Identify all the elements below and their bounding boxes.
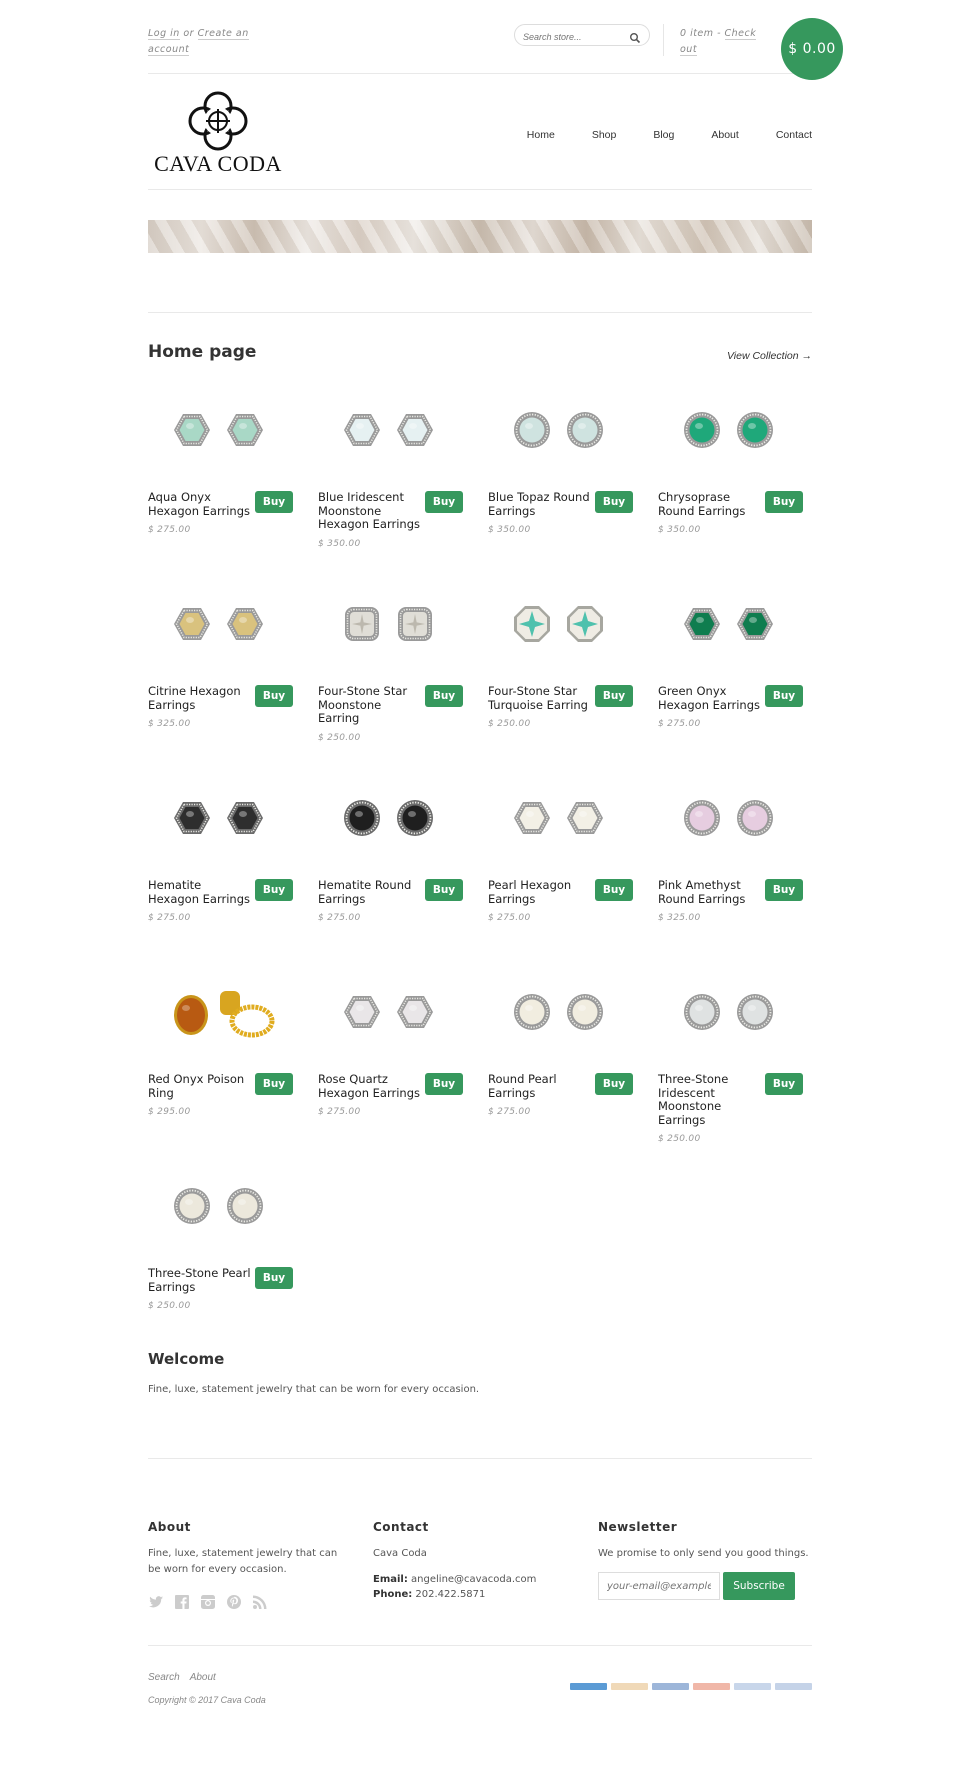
email-label: Email: [373,1574,408,1585]
product-image-left [173,1187,211,1225]
product-title[interactable]: Chrysoprase Round Earrings [658,490,746,518]
newsletter-text: We promise to only send you good things. [598,1548,809,1559]
product-image-left [173,799,211,837]
product-title[interactable]: Three-Stone Iridescent Moonstone Earrings [658,1072,729,1127]
buy-button[interactable]: Buy [255,1073,293,1095]
contact-phone: 202.422.5871 [415,1589,486,1600]
product-image-right [396,993,434,1031]
product-title[interactable]: Green Onyx Hexagon Earrings [658,684,760,712]
payment-methods [570,1683,812,1690]
product-image[interactable] [148,773,293,868]
product-image-right [396,799,434,837]
newsletter-email-input[interactable] [598,1572,720,1600]
buy-button[interactable]: Buy [765,879,803,901]
buy-button[interactable]: Buy [765,491,803,513]
nav-shop[interactable]: Shop [591,129,617,141]
logo-text: CAVA CODA [154,151,282,176]
product-image[interactable] [658,773,803,868]
product-image[interactable] [318,579,463,674]
phone-label: Phone: [373,1589,413,1600]
buy-button[interactable]: Buy [255,879,293,901]
product-price: $ 250.00 [318,733,361,743]
rss-icon[interactable] [252,1594,268,1610]
product-image-right [226,799,264,837]
buy-button[interactable]: Buy [595,685,633,707]
logo-mark-icon [186,89,250,153]
buy-button[interactable]: Buy [765,1073,803,1095]
contact-phone-line [373,1587,573,1602]
product-image-left [513,605,551,643]
separator: - [717,28,721,39]
cart-total-button[interactable]: $ 0.00 [781,18,843,80]
account-links [148,26,258,58]
search-icon[interactable] [629,29,641,41]
contact-name: Cava Coda [373,1548,427,1559]
product-image[interactable] [658,385,803,480]
buy-button[interactable]: Buy [425,879,463,901]
subscribe-button[interactable]: Subscribe [723,1572,795,1600]
buy-button[interactable]: Buy [255,1267,293,1289]
product-image[interactable] [488,385,633,480]
footer-about [148,1520,348,1610]
product-image-ring-top [173,993,211,1031]
product-price: $ 250.00 [488,719,531,729]
footer-newsletter [598,1520,818,1600]
footer-about-title: About [148,1520,191,1534]
product-image-right [396,605,434,643]
paypal-icon [734,1683,771,1690]
product-image-left [513,993,551,1031]
footer-contact [373,1520,573,1602]
buy-button[interactable]: Buy [255,491,293,513]
buy-button[interactable]: Buy [595,1073,633,1095]
nav-home[interactable]: Home [526,129,555,141]
product-title[interactable]: Pink Amethyst Round Earrings [658,878,746,906]
pinterest-icon[interactable] [226,1594,242,1610]
welcome-text: Fine, luxe, statement jewelry that can be worn for every occasion. [148,1384,480,1395]
product-image-right [226,605,264,643]
product-image[interactable] [488,773,633,868]
product-title[interactable]: Citrine Hexagon Earrings [148,684,241,712]
product-image-left [343,799,381,837]
product-title[interactable]: Four-Stone Star Moonstone Earring [318,684,408,725]
nav-contact[interactable]: Contact [775,129,812,141]
create-account-link[interactable]: Create an account [148,28,249,55]
product-price: $ 275.00 [148,525,191,535]
buy-button[interactable]: Buy [595,879,633,901]
product-image-left [683,799,721,837]
product-image[interactable] [148,579,293,674]
product-image[interactable] [148,385,293,480]
product-title[interactable]: Hematite Round Earrings [318,878,412,906]
product-title[interactable]: Blue Iridescent Moonstone Hexagon Earrings [318,490,420,531]
mastercard-icon [693,1683,730,1690]
product-title[interactable]: Red Onyx Poison Ring [148,1072,245,1100]
buy-button[interactable]: Buy [595,491,633,513]
product-price: $ 350.00 [488,525,531,535]
product-image-left [343,605,381,643]
cart-item-count: 0 item [680,28,714,39]
product-price: $ 275.00 [488,1107,531,1117]
divider [148,1458,812,1459]
contact-email-line [373,1572,573,1587]
product-title[interactable]: Four-Stone Star Turquoise Earring [488,684,588,712]
login-link[interactable]: Log in [148,28,180,39]
site-header [148,75,812,190]
product-price: $ 325.00 [658,913,701,923]
product-image-left [683,605,721,643]
product-image[interactable] [488,579,633,674]
product-price: $ 325.00 [148,719,191,729]
divider [148,1645,812,1646]
product-title[interactable]: Hematite Hexagon Earrings [148,878,250,906]
jcb-icon [652,1683,689,1690]
search-input[interactable] [523,27,627,47]
product-image[interactable] [318,773,463,868]
product-image-right [736,411,774,449]
footer-about-text: Fine, luxe, statement jewelry that can be worn for every occasion. [148,1548,338,1575]
product-price: $ 350.00 [318,539,361,549]
product-image-left [343,411,381,449]
product-price: $ 250.00 [658,1134,701,1144]
welcome-title: Welcome [148,1350,225,1368]
product-title[interactable]: Rose Quartz Hexagon Earrings [318,1072,420,1100]
footer-links [148,1672,812,1683]
main-nav [490,129,812,141]
footer-link-about[interactable]: About [189,1672,216,1683]
product-image-left [513,799,551,837]
product-image[interactable] [658,967,803,1062]
twitter-icon[interactable] [148,1594,164,1610]
buy-button[interactable]: Buy [255,685,293,707]
buy-button[interactable]: Buy [765,685,803,707]
product-title[interactable]: Aqua Onyx Hexagon Earrings [148,490,250,518]
cart-info [680,26,760,58]
nav-about[interactable]: About [711,129,739,141]
product-image-ring-band [218,989,276,1039]
facebook-icon[interactable] [174,1594,190,1610]
divider [148,312,812,313]
product-image-left [173,411,211,449]
view-collection-link[interactable]: View Collection → [726,350,812,362]
product-price: $ 250.00 [148,1301,191,1311]
visa-icon [775,1683,812,1690]
product-price: $ 275.00 [318,1107,361,1117]
product-image-left [683,411,721,449]
product-image[interactable] [658,579,803,674]
search-box [514,24,650,46]
product-image[interactable] [148,1161,293,1256]
product-price: $ 275.00 [658,719,701,729]
product-image-right [736,993,774,1031]
instagram-icon[interactable] [200,1594,216,1610]
product-image[interactable] [318,385,463,480]
product-image[interactable] [488,967,633,1062]
product-price: $ 275.00 [488,913,531,923]
collection-header [148,342,812,372]
banner-image [148,220,812,253]
divider [663,24,664,56]
nav-blog[interactable]: Blog [653,129,675,141]
buy-button[interactable]: Buy [425,491,463,513]
product-image-right [226,1187,264,1225]
top-bar [148,20,836,74]
product-image-right [396,411,434,449]
product-title[interactable]: Round Pearl Earrings [488,1072,557,1100]
american-express-icon [570,1683,607,1690]
buy-button[interactable]: Buy [425,1073,463,1095]
product-price: $ 275.00 [148,913,191,923]
newsletter-form [598,1572,818,1600]
contact-email-link[interactable]: angeline@cavacoda.com [411,1574,537,1585]
product-image-right [566,411,604,449]
or-text: or [183,28,195,39]
social-links [148,1594,348,1610]
product-image[interactable] [318,967,463,1062]
product-image-left [513,411,551,449]
product-image-left [173,605,211,643]
footer-link-search[interactable]: Search [148,1672,180,1683]
buy-button[interactable]: Buy [425,685,463,707]
product-image-right [226,411,264,449]
newsletter-title: Newsletter [598,1520,678,1534]
product-image-left [343,993,381,1031]
product-image-right [566,605,604,643]
product-title[interactable]: Three-Stone Pearl Earrings [148,1266,251,1294]
copyright: Copyright © 2017 Cava Coda [148,1695,266,1705]
product-image-right [736,605,774,643]
product-title[interactable]: Pearl Hexagon Earrings [488,878,572,906]
product-title[interactable]: Blue Topaz Round Earrings [488,490,590,518]
product-image[interactable] [148,967,293,1062]
checkout-link[interactable]: Check out [680,28,757,55]
logo[interactable] [148,89,288,175]
section-title: Home page [148,342,257,362]
product-image-left [683,993,721,1031]
product-image-right [566,799,604,837]
footer-contact-title: Contact [373,1520,429,1534]
product-price: $ 275.00 [318,913,361,923]
product-price: $ 295.00 [148,1107,191,1117]
product-image-right [736,799,774,837]
product-price: $ 350.00 [658,525,701,535]
product-image-right [566,993,604,1031]
discover-icon [611,1683,648,1690]
